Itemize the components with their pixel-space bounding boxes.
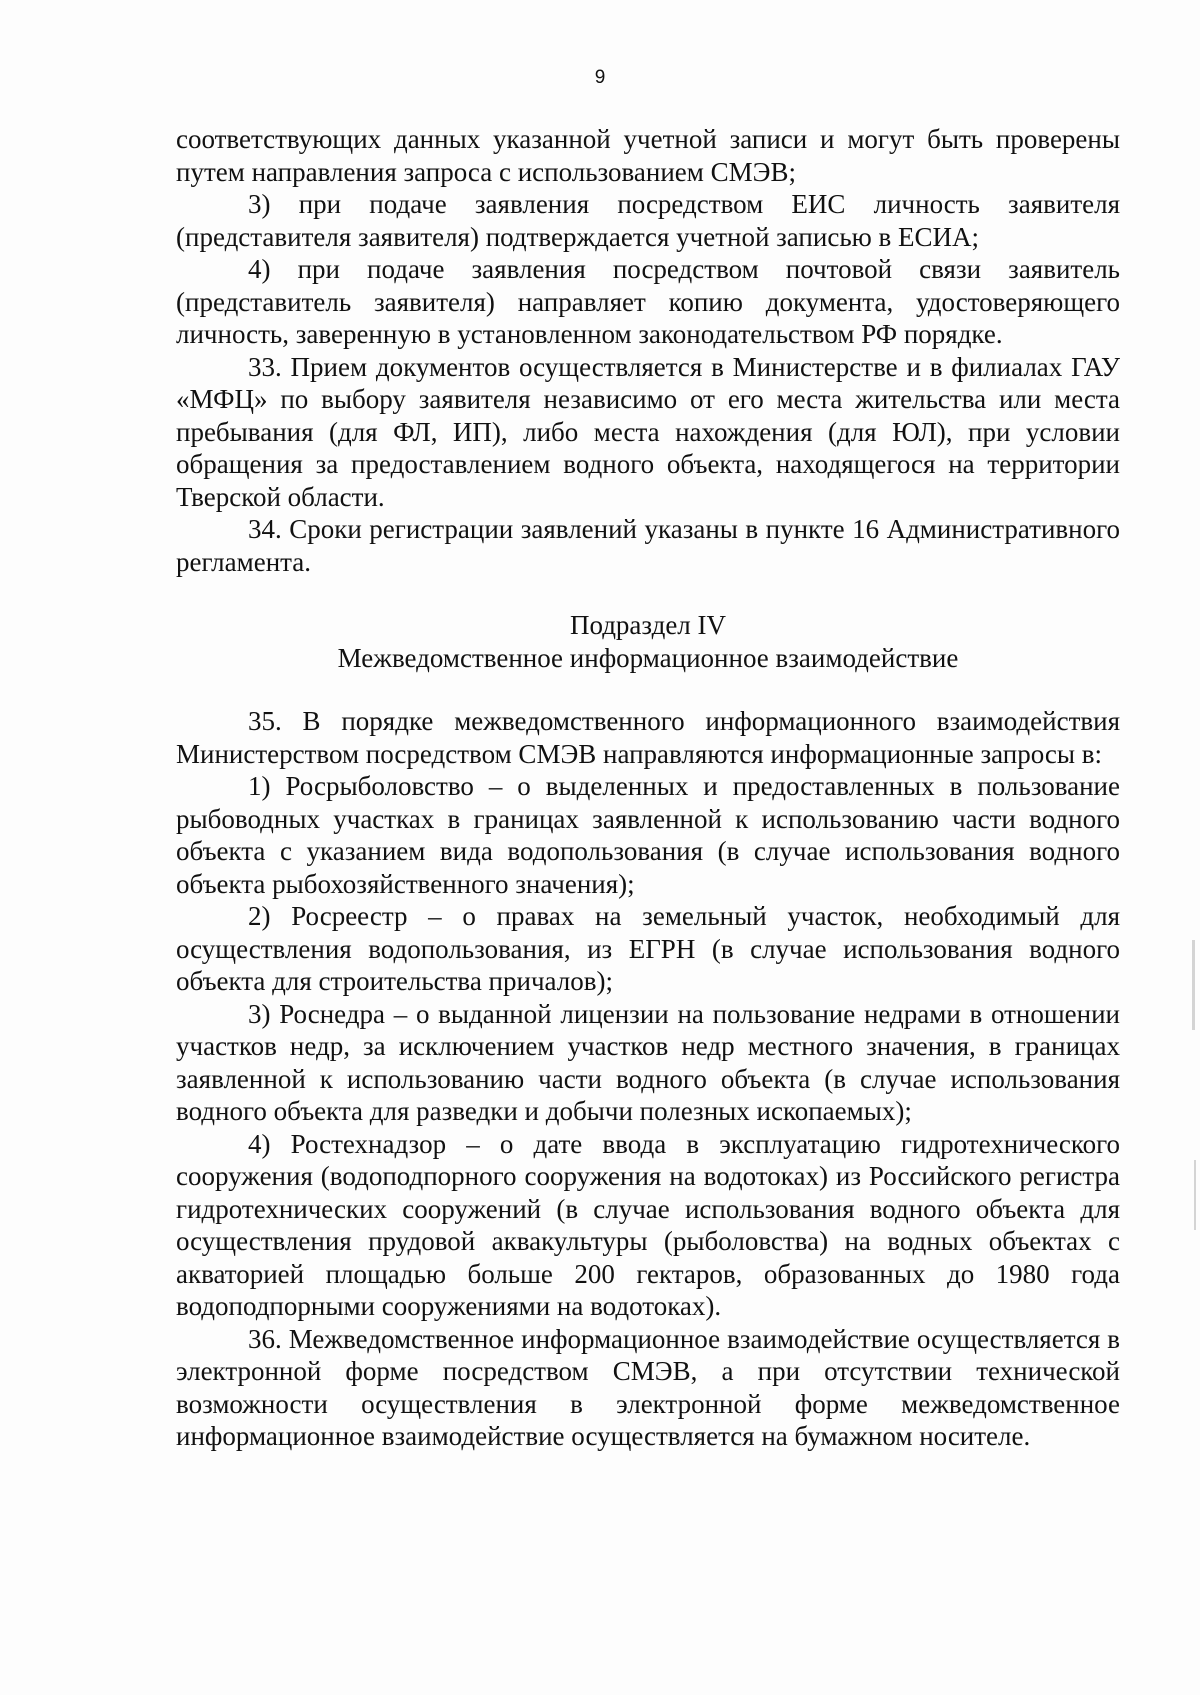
paragraph: 33. Прием документов осуществляется в Министерстве и в филиалах ГАУ «МФЦ» по выбору заявителя независимо от его места жительства или места пребывания (для ФЛ, ИП), либо места нахождения (для ЮЛ), при условии обращения за предоставлением водного объекта, находящегося на территории Тверской области. xyxy=(176,351,1120,512)
scan-artifact xyxy=(1194,1160,1196,1230)
paragraph: соответствующих данных указанной учетной записи и могут быть проверены путем направления запроса с использованием СМЭВ; xyxy=(176,124,1120,187)
paragraph: 4) при подаче заявления посредством почтовой связи заявитель (представитель заявителя) направляет копию документа, удостоверяющего личность, заверенную в установленном законодательством РФ порядке. xyxy=(176,254,1120,349)
paragraph: 2) Росреестр – о правах на земельный участок, необходимый для осуществления водопользования, из ЕГРН (в случае использования водного объекта для строительства причалов); xyxy=(176,901,1120,996)
section-title: Межведомственное информационное взаимодействие xyxy=(337,642,959,673)
paragraph: 3) Роснедра – о выданной лицензии на пользование недрами в отношении участков недр, за исключением участков недр местного значения, в границах заявленной к использованию части водного объекта (в случае использования водного объекта для разведки и добычи полезных ископаемых); xyxy=(176,998,1120,1126)
paragraph: 3) при подаче заявления посредством ЕИС личность заявителя (представителя заявителя) подтверждается учетной записью в ЕСИА; xyxy=(176,189,1120,252)
section-label: Подраздел IV xyxy=(569,610,727,640)
paragraph: 1) Росрыболовство – о выделенных и предоставленных в пользование рыбоводных участках в границах заявленной к использованию части водного объекта с указанием вида водопользования (в случае использования водного объекта рыбохозяйственного значения); xyxy=(176,771,1120,899)
scan-artifact xyxy=(1192,940,1195,1030)
paragraph: 36. Межведомственное информационное взаимодействие осуществляется в электронной форме посредством СМЭВ, а при отсутствии технической возможности осуществления в электронной форме межведомственное информационное взаимодействие осуществляется на бумажном носителе. xyxy=(176,1323,1120,1451)
paragraph: 4) Ростехнадзор – о дате ввода в эксплуатацию гидротехнического сооружения (водоподпорного сооружения на водотоках) из Российского регистра гидротехнических сооружений (в случае использования водного объекта для осуществления прудовой аквакультуры (рыболовства) на водных объектах с акваторией площадью больше 200 гектаров, образованных до 1980 года водоподпорными сооружениями на водотоках). xyxy=(176,1128,1120,1321)
paragraph: 35. В порядке межведомственного информационного взаимодействия Министерством посредством СМЭВ направляются информационные запросы в: xyxy=(176,706,1120,769)
page-number: 9 xyxy=(594,67,606,88)
paragraph: 34. Сроки регистрации заявлений указаны в пункте 16 Административного регламента. xyxy=(176,514,1120,577)
document-body xyxy=(176,123,1120,1453)
